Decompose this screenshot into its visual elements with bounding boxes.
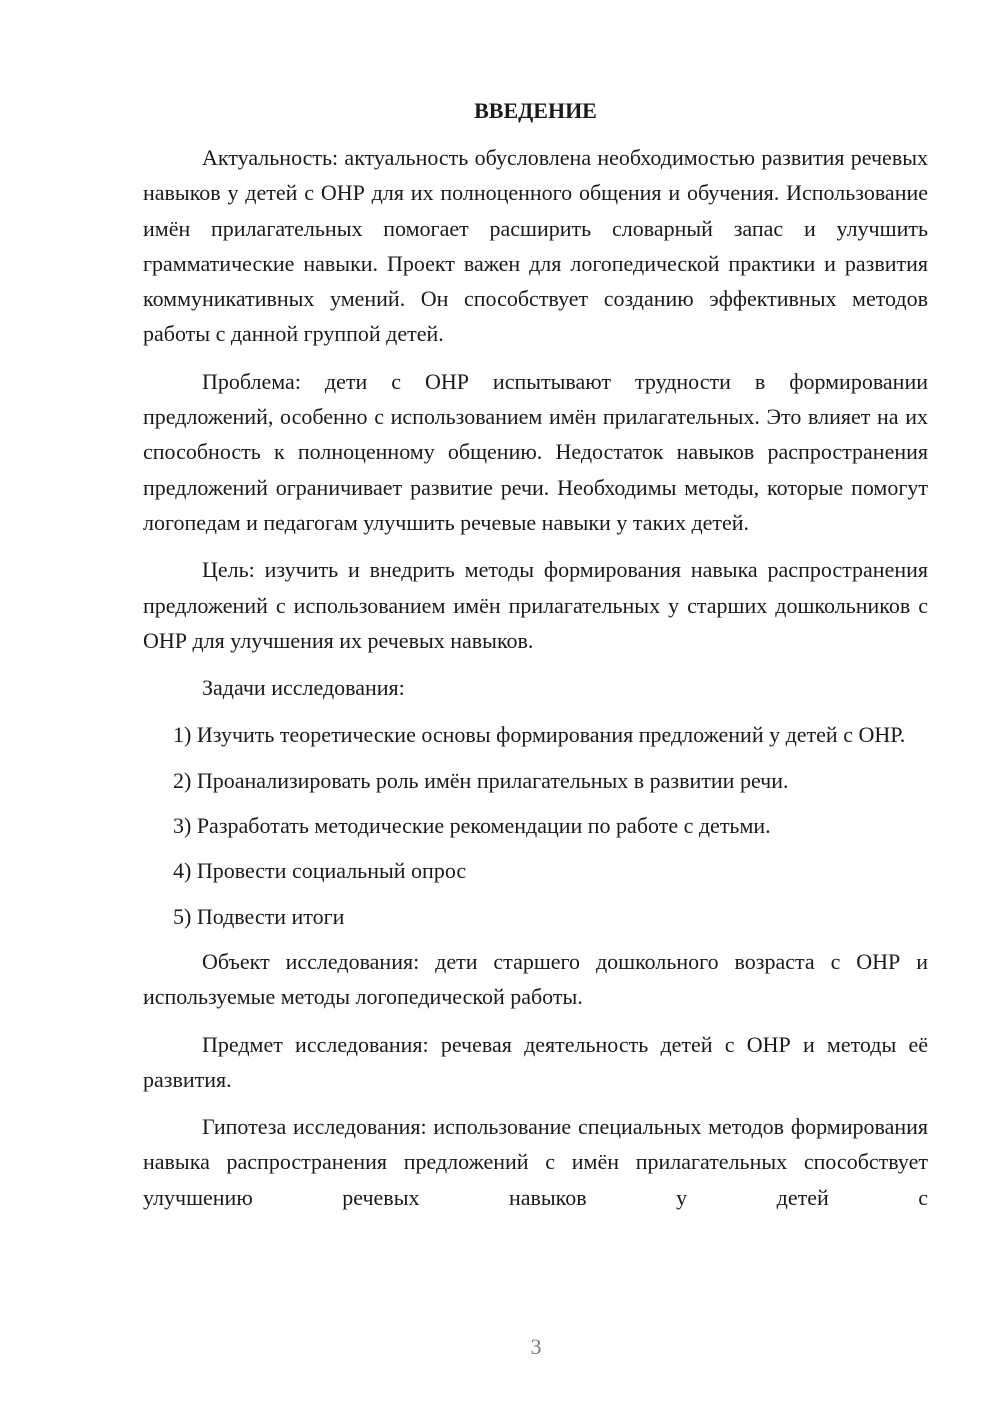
paragraph-problem: Проблема: дети с ОНР испытывают трудности в формировании предложений, особенно с использованием имён прилагательных. Это влияет на их способность к полноценному общению. Недостаток навыков распространения предложений ограничивает развитие речи. Необходимы методы, которые помогут логопедам и педагогам улучшить речевые навыки у таких детей. bbox=[143, 368, 928, 535]
task-item-5: 5) Подвести итоги bbox=[173, 903, 345, 929]
task-item-3: 3) Разработать методические рекомендации по работе с детьми. bbox=[173, 813, 771, 839]
section-title: ВВЕДЕНИЕ bbox=[474, 98, 597, 123]
paragraph-relevance: Актуальность: актуальность обусловлена необходимостью развития речевых навыков у детей с ОНР для их полноценного общения и обучения. Использование имён прилагательных помогает расширить словарный запас и улучшить грамматические навыки. Проект важен для логопедической практики и развития коммуникативных умений. Он способствует созданию эффективных методов работы с данной группой детей. bbox=[143, 145, 928, 347]
tasks-heading: Задачи исследования: bbox=[202, 675, 405, 701]
page-body bbox=[143, 93, 928, 1227]
paragraph-subject: Предмет исследования: речевая деятельность детей с ОНР и методы её развития. bbox=[143, 1031, 928, 1092]
task-item-1: 1) Изучить теоретические основы формирования предложений у детей с ОНР. bbox=[173, 722, 906, 748]
paragraph-goal: Цель: изучить и внедрить методы формирования навыка распространения предложений с использованием имён прилагательных у старших дошкольников с ОНР для улучшения их речевых навыков. bbox=[143, 557, 928, 653]
tasks-list bbox=[143, 717, 928, 933]
paragraph-object: Объект исследования: дети старшего дошкольного возраста с ОНР и используемые методы логопедической работы. bbox=[143, 948, 928, 1010]
task-item-4: 4) Провести социальный опрос bbox=[173, 858, 467, 884]
task-item-2: 2) Проанализировать роль имён прилагательных в развитии речи. bbox=[173, 767, 789, 793]
page-number: 3 bbox=[530, 1334, 542, 1359]
paragraph-hypothesis: Гипотеза исследования: использование специальных методов формирования навыка распространения предложений с имён прилагательных способствует улучшению речевых навыков у детей с bbox=[143, 1114, 928, 1210]
